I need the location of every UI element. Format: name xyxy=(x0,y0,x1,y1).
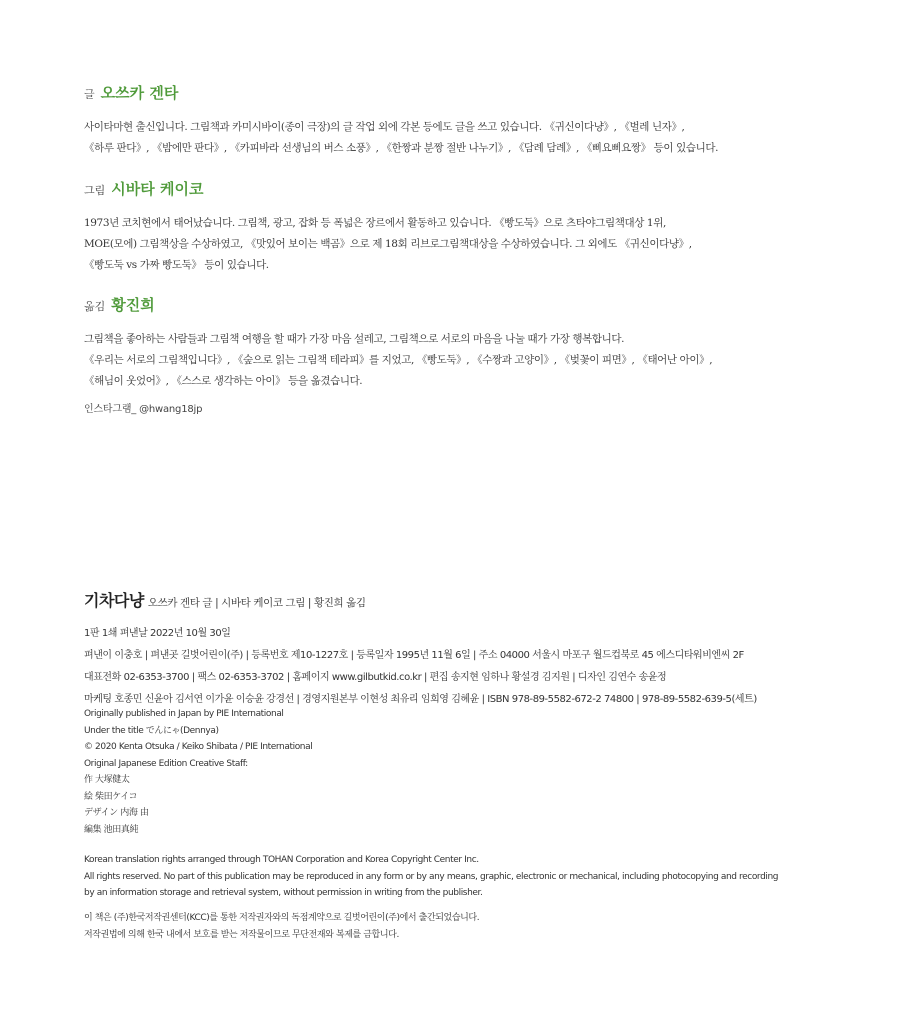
contact-info: 대표전화 02-6353-3700 | 팩스 02-6353-3702 | 홈페이지 www.gilbutkid.co.kr | 편집 송지현 임하나 황설경 김지원 | 디자인 김연수 송윤정 xyxy=(84,672,667,683)
notice-line: 이 책은 (주)한국저작권센터(KCC)를 통한 저작권자와의 독점계약으로 길벗어린이(주)에서 출간되었습니다. xyxy=(84,913,480,923)
illustrator-bio-line: MOE(모에) 그림책상을 수상하였고, 《맛있어 보이는 백곰》으로 제 18회 리브로그림책대상을 수상하였습니다. 그 외에도 《귀신이다냥》, xyxy=(84,238,692,250)
rights-line: All rights reserved. No part of this publication may be reproduced in any form or by any means, graphic, electronic or mechanical, including photocopying and recording xyxy=(84,871,779,882)
rights-line: Korean translation rights arranged through TOHAN Corporation and Korea Copyright Center Inc. xyxy=(84,855,479,865)
original-line: © 2020 Kenta Otsuka / Keiko Shibata / PIE International xyxy=(84,742,313,752)
colophon xyxy=(84,588,824,711)
illustrator-bio-line: 1973년 코치현에서 태어났습니다. 그림책, 광고, 잡화 등 폭넓은 장르에서 활동하고 있습니다. 《빵도둑》으로 츠타야그림책대상 1위, xyxy=(84,217,666,229)
translator-bio-line: 《우리는 서로의 그림책입니다》, 《숲으로 읽는 그림책 테라피》를 지었고, 《빵도둑》, 《수짱과 고양이》, 《벚꽃이 피면》, 《태어난 아이》, xyxy=(84,354,713,366)
author-bio-line: 《하루 판다》, 《밤에만 판다》, 《카피바라 선생님의 버스 소풍》, 《한짱과 분짱 절반 나누기》, 《담례 담례》, 《삐요삐요짱》 등이 있습니다. xyxy=(84,142,719,154)
original-line: Original Japanese Edition Creative Staff: xyxy=(84,758,248,769)
original-line: 作 大塚健太 xyxy=(84,775,130,785)
illustrator-name: 시바타 케이코 xyxy=(111,180,204,198)
publisher-info: 펴낸이 이충호 | 펴낸곳 길벗어린이(주) | 등록번호 제10-1227호 | 등록일자 1995년 11월 6일 | 주소 04000 서울시 마포구 월드컵북로 45 에스디타워비엔씨 2F xyxy=(84,650,744,661)
staff-isbn-info: 마케팅 호종민 신윤아 김서연 이가윤 이승윤 강경선 | 경영지원본부 이현성 최유리 임희영 김혜윤 | ISBN 978-89-5582-672-2 74800 | 978-89-5582-639-5(세트) xyxy=(84,694,757,705)
author-section xyxy=(84,82,824,159)
book-title: 기차다냥 xyxy=(84,591,144,610)
translator-name: 황진희 xyxy=(111,296,155,314)
original-line: Originally published in Japan by PIE International xyxy=(84,709,284,719)
original-edition-info xyxy=(84,706,824,838)
book-credits: 오쓰카 겐타 글 | 시바타 케이코 그림 | 황진희 옮김 xyxy=(147,597,366,609)
illustrator-role: 그림 xyxy=(84,184,106,197)
translator-bio-line: 그림책을 좋아하는 사람들과 그림책 여행을 할 때가 가장 마음 설레고, 그림책으로 서로의 마음을 나눌 때가 가장 행복합니다. xyxy=(84,333,625,345)
author-heading xyxy=(84,82,824,103)
translator-role: 옮김 xyxy=(84,300,106,313)
translator-bio-line: 《해님이 웃었어》, 《스스로 생각하는 아이》 등을 옮겼습니다. xyxy=(84,375,363,387)
illustrator-heading xyxy=(84,178,824,199)
translator-section xyxy=(84,294,824,415)
rights-notice xyxy=(84,852,824,902)
instagram-handle: 인스타그램_ @hwang18jp xyxy=(84,404,203,415)
illustrator-bio-line: 《빵도둑 vs 가짜 빵도둑》 등이 있습니다. xyxy=(84,259,269,271)
original-line: 絵 柴田ケイコ xyxy=(84,791,138,802)
original-line: Under the title でんにゃ(Dennya) xyxy=(84,725,219,736)
rights-line: by an information storage and retrieval system, without permission in writing from the publisher. xyxy=(84,888,483,898)
translator-heading xyxy=(84,294,824,315)
illustrator-section xyxy=(84,178,824,276)
notice-line: 저작권법에 의해 한국 내에서 보호를 받는 저작물이므로 무단전재와 복제를 금합니다. xyxy=(84,929,399,940)
publication-date: 1판 1쇄 펴낸날 2022년 10월 30일 xyxy=(84,628,231,639)
original-line: 編集 池田真純 xyxy=(84,824,139,835)
copyright-notice xyxy=(84,910,824,943)
original-line: デザイン 内海 由 xyxy=(84,808,149,818)
author-name: 오쓰카 겐타 xyxy=(100,84,179,102)
author-bio-line: 사이타마현 출신입니다. 그림책과 카미시바이(종이 극장)의 글 작업 외에 각본 등에도 글을 쓰고 있습니다. 《귀신이다냥》, 《벌레 닌자》, xyxy=(84,121,685,133)
author-role: 글 xyxy=(84,88,95,101)
book-title-line xyxy=(84,588,824,611)
